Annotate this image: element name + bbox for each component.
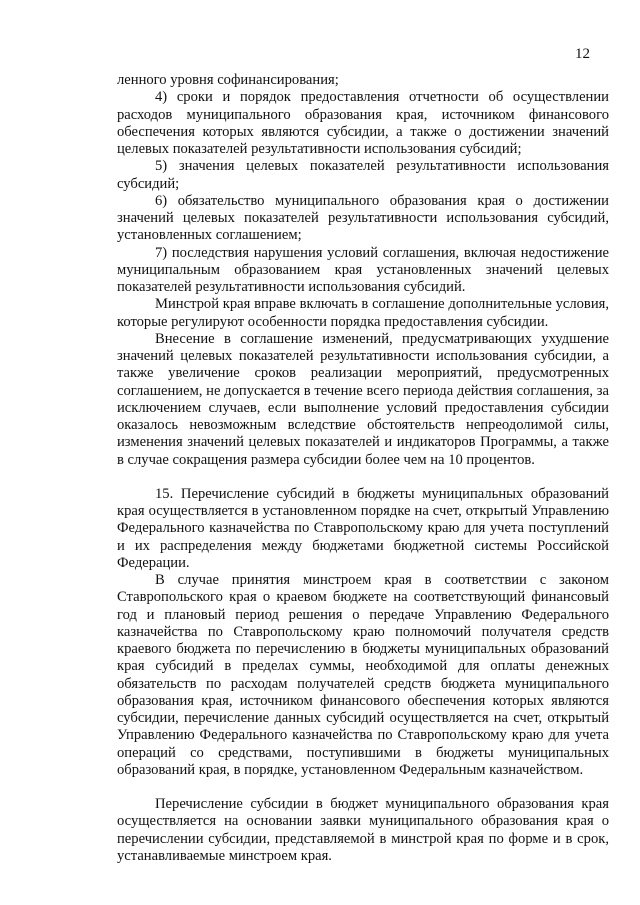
- paragraph-treasury-powers: В случае принятия минстроем края в соответствии с законом Ставропольского края о краевом бюджете на соответствующий финансовый год и плановый период решения о передаче Управлению Федерального казначейства по Ставропольскому краю полномочий получателя средств краевого бюджета по перечислению в бюджеты муниципальных образований края субсидий в пределах суммы, необходимой для оплаты денежных обязательств по расходам получателей средств бюджета муниципального образования края, источником финансового обеспечения которых являются субсидии, перечисление данных субсидий осуществляется на счет, открытый Управлению Федерального казначейства по Ставропольскому краю для учета операций со средствами, поступившими в бюджеты муниципальных образований края, в порядке, установленном Федеральным казначейством.: [117, 572, 609, 778]
- paragraph-amendments: Внесение в соглашение изменений, предусматривающих ухудшение значений целевых показателей результативности использования субсидии, а также увеличение сроков реализации мероприятий, предусмотренных соглашением, не допускается в течение всего периода действия соглашения, за исключением случаев, если выполнение условий предоставления субсидии оказалось невозможным вследствие обстоятельств непреодолимой силы, изменения значений целевых показателей и индикаторов Программы, а также в случае сокращения размера субсидии более чем на 10 процентов.: [117, 330, 609, 468]
- list-item-7: 7) последствия нарушения условий соглашения, включая недостижение муниципальным образованием края установленных значений целевых показателей результативности использования субсидий.: [117, 244, 609, 295]
- list-item-4: 4) сроки и порядок предоставления отчетности об осуществлении расходов муниципального образования края, источником финансового обеспечения которых являются субсидии, а также о достижении значений целевых показателей результативности использования субсидий;: [117, 89, 609, 157]
- list-item-5: 5) значения целевых показателей результативности использования субсидий;: [117, 158, 609, 192]
- page-number: 12: [575, 46, 590, 62]
- paragraph-continuation: ленного уровня софинансирования;: [117, 72, 339, 88]
- paragraph-additional-conditions: Минстрой края вправе включать в соглашение дополнительные условия, которые регулируют особенности порядка предоставления субсидии.: [117, 296, 609, 330]
- document-body: [117, 72, 609, 865]
- list-item-6: 6) обязательство муниципального образования края о достижении значений целевых показателей результативности использования субсидий, установленных соглашением;: [117, 192, 609, 244]
- section-15-paragraph: 15. Перечисление субсидий в бюджеты муниципальных образований края осуществляется в установленном порядке на счет, открытый Управлению Федерального казначейства по Ставропольскому краю для учета поступлений и их распределения между бюджетами бюджетной системы Российской Федерации.: [117, 485, 609, 571]
- paragraph-transfer-request: Перечисление субсидии в бюджет муниципального образования края осуществляется на основании заявки муниципального образования края о перечислении субсидии, представляемой в минстрой края по форме и в срок, устанавливаемые минстроем края.: [117, 796, 609, 864]
